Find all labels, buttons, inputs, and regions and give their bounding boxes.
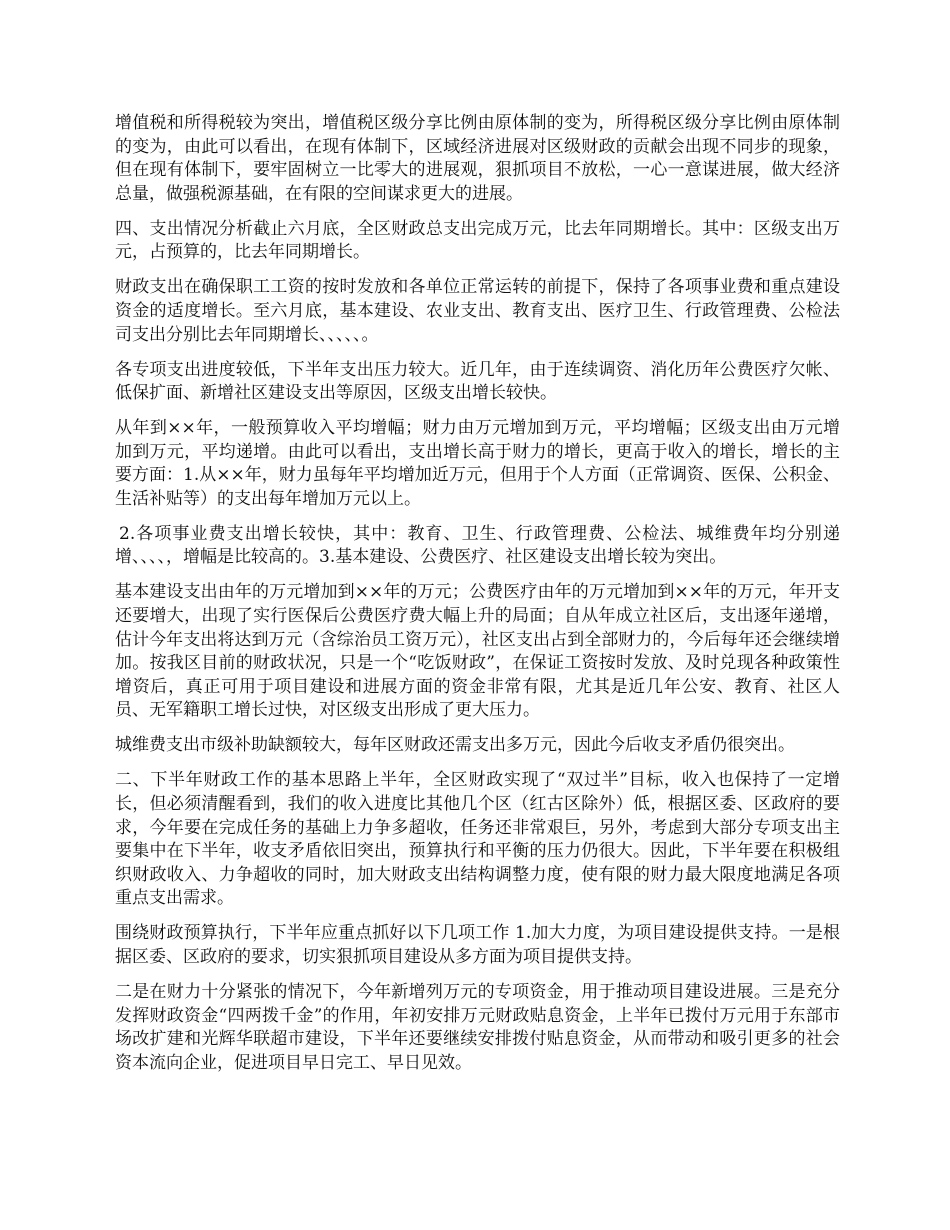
document-body — [115, 112, 840, 1087]
paragraph-expenditure-analysis: 四、支出情况分析截止六月底，全区财政总支出完成万元，比去年同期增长。其中：区级支出万元，占预算的，比去年同期增长。 — [115, 218, 840, 263]
paragraph-special-expenditure: 各专项支出进度较低，下半年支出压力较大。近几年，由于连续调资、消化历年公费医疗欠帐、低保扩面、新增社区建设支出等原因，区级支出增长较快。 — [115, 359, 840, 404]
paragraph-budget-execution: 围绕财政预算执行，下半年应重点抓好以下几项工作 1.加大力度，为项目建设提供支持。一是根据区委、区政府的要求，切实狠抓项目建设从多方面为项目提供支持。 — [115, 923, 840, 967]
paragraph-second-half-plan: 二、下半年财政工作的基本思路上半年，全区财政实现了“双过半”目标，收入也保持了一定增长，但必须清醒看到，我们的收入进度比其他几个区（红古区除外）低，根据区委、区政府的要求，今年要在完成任务的基础上力争多超收，任务还非常艰巨，另外，考虑到大部分专项支出主要集中在下半年，收支矛盾依旧突出，预算执行和平衡的压力仍很大。因此，下半年要在积极组织财政收入、力争超收的同时，加大财政支出结构调整力度，使有限的财力最大限度地满足各项重点支出需求。 — [115, 770, 840, 909]
paragraph-vat-income-tax: 增值税和所得税较为突出，增值税区级分享比例由原体制的变为，所得税区级分享比例由原体制的变为，由此可以看出，在现有体制下，区域经济进展对区级财政的贡献会出现不同步的现象，但在现有体制下，要牢固树立一比零大的进展观，狠抓项目不放松，一心一意谋进展，做大经济总量，做强税源基础，在有限的空间谋求更大的进展。 — [115, 113, 840, 204]
paragraph-special-funds: 二是在财力十分紧张的情况下，今年新增列万元的专项资金，用于推动项目建设进展。三是充分发挥财政资金“四两拨千金”的作用，年初安排万元财政贴息资金，上半年已拨付万元用于东部市场改扩建和光辉华联超市建设，下半年还要继续安排拨付贴息资金，从而带动和吸引更多的社会资本流向企业，促进项目早日完工、早日见效。 — [115, 981, 840, 1073]
paragraph-city-maintenance: 城维费支出市级补助缺额较大，每年区财政还需支出多万元，因此今后收支矛盾仍很突出。 — [115, 735, 795, 756]
paragraph-construction-spending: 基本建设支出由年的万元增加到××年的万元；公费医疗由年的万元增加到××年的万元，年开支还要增大，出现了实行医保后公费医疗费大幅上升的局面；自从年成立社区后，支出逐年递增，估计今年支出将达到万元（含综治员工资万元），社区支出占到全部财力的，今后每年还会继续增加。按我区目前的财政状况，只是一个“吃饭财政”，在保证工资按时发放、及时兑现各种政策性增资后，真正可用于项目建设和进展方面的资金非常有限，尤其是近几年公安、教育、社区人员、无军籍职工增长过快，对区级支出形成了更大压力。 — [115, 582, 840, 721]
paragraph-expenditure-growth: 财政支出在确保职工工资的按时发放和各单位正常运转的前提下，保持了各项事业费和重点建设资金的适度增长。至六月底，基本建设、农业支出、教育支出、医疗卫生、行政管理费、公检法司支出分别比去年同期增长、、、、、。 — [115, 277, 840, 345]
paragraph-revenue-growth: 从年到××年，一般预算收入平均增幅；财力由万元增加到万元，平均增幅；区级支出由万元增加到万元，平均递增。由此可以看出，支出增长高于财力的增长，更高于收入的增长，增长的主要方面：1.从××年，财力虽每年平均增加近万元，但用于个人方面（正常调资、医保、公积金、生活补贴等）的支出每年增加万元以上。 — [115, 418, 840, 509]
paragraph-project-fees: 2.各项事业费支出增长较快，其中：教育、卫生、行政管理费、公检法、城维费年均分别递增、、、、，增幅是比较高的。3.基本建设、公费医疗、社区建设支出增长较为突出。 — [115, 523, 840, 568]
